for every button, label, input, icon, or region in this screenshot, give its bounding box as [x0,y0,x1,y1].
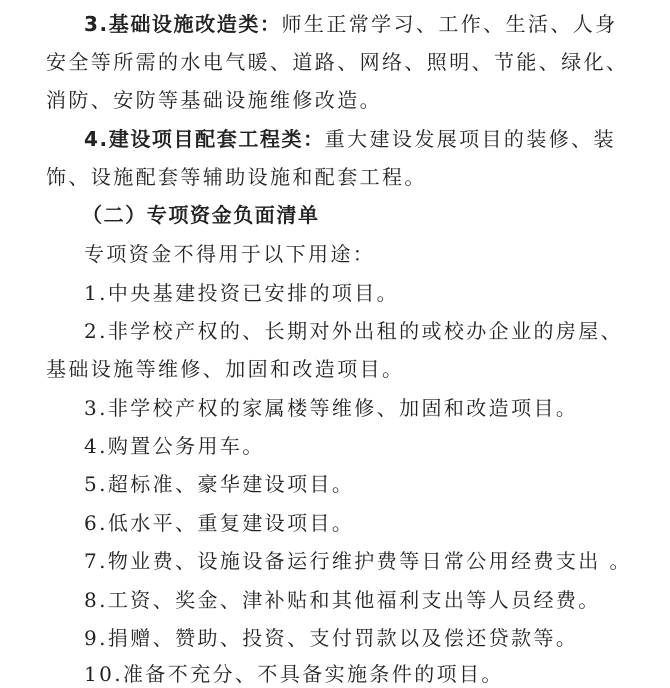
construction-title: 4.建设项目配套工程类： [84,127,325,151]
construction-paragraph-line-2: 饰、设施配套等辅助设施和配套工程。 [46,165,427,189]
list-item: 6.低水平、重复建设项目。 [84,511,355,535]
list-item: 4.购置公务用车。 [84,434,265,458]
infrastructure-title: 3.基础设施改造类： [84,12,282,36]
negative-list-heading: （二）专项资金负面清单 [82,203,320,227]
list-item: 3.非学校产权的家属楼等维修、加固和改造项目。 [84,396,579,420]
list-item-continuation: 基础设施等维修、加固和改造项目。 [46,357,405,381]
infrastructure-paragraph-line-1 [84,10,618,38]
infrastructure-paragraph-line-2: 安全等所需的水电气暖、道路、网络、照明、节能、绿化、 [46,50,629,74]
list-item: 7.物业费、设施设备运行维护费等日常公用经费支出 。 [84,549,632,573]
construction-text-1: 重大建设发展项目的装修、装 [324,127,616,151]
infrastructure-text-1: 师生正常学习、工作、生活、人身 [281,12,618,36]
infrastructure-paragraph-line-3: 消防、安防等基础设施维修改造。 [46,88,382,112]
construction-paragraph-line-1 [84,125,616,153]
list-item: 2.非学校产权的、长期对外出租的或校办企业的房屋、 [84,319,624,343]
list-item: 10.准备不充分、不具备实施条件的项目。 [84,662,504,686]
list-item: 9.捐赠、赞助、投资、支付罚款以及偿还贷款等。 [84,626,579,650]
list-item: 8.工资、奖金、津补贴和其他福利支出等人员经费。 [84,588,601,612]
negative-list-intro: 专项资金不得用于以下用途： [84,242,376,266]
list-item: 5.超标准、豪华建设项目。 [84,472,355,496]
list-item: 1.中央基建投资已安排的项目。 [84,281,400,305]
